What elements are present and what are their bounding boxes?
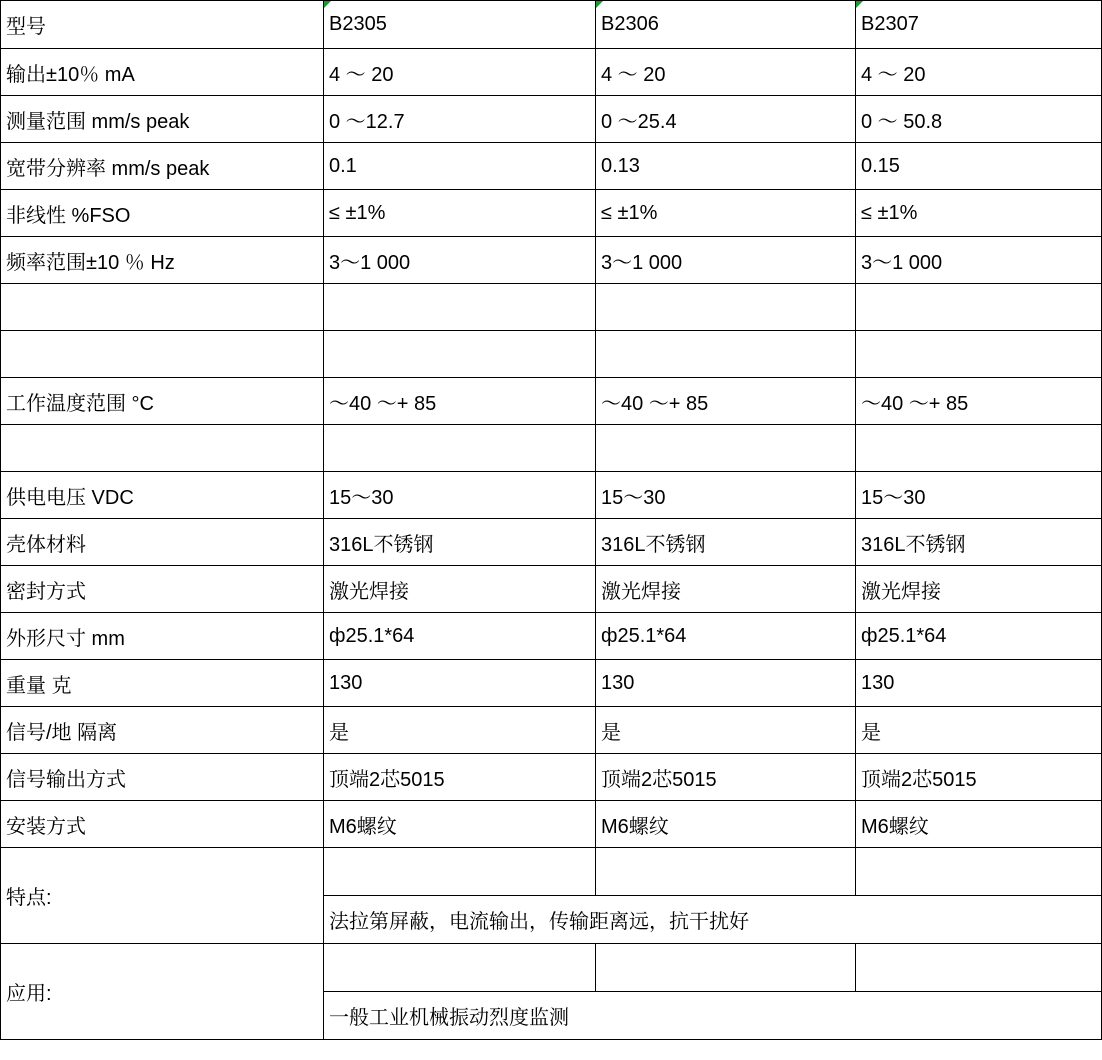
value-cell: 激光焊接	[324, 566, 596, 613]
value-cell: M6螺纹	[856, 801, 1102, 848]
features-row-top	[1, 848, 1102, 896]
value-cell: 15～30	[596, 472, 856, 519]
value-cell: 3～1 000	[596, 237, 856, 284]
row-label: 外形尺寸 mm	[1, 613, 324, 660]
row-label	[1, 425, 324, 472]
value-cell: ≤ ±1%	[596, 190, 856, 237]
value-cell	[324, 425, 596, 472]
table-row	[1, 284, 1102, 331]
table-row	[1, 472, 1102, 519]
value-cell: 130	[324, 660, 596, 707]
value-cell: M6螺纹	[596, 801, 856, 848]
value-cell	[596, 425, 856, 472]
corner-marker	[856, 1, 863, 8]
table-row	[1, 613, 1102, 660]
value-cell: 316L不锈钢	[856, 519, 1102, 566]
value-cell: 是	[324, 707, 596, 754]
row-label: 重量 克	[1, 660, 324, 707]
row-label: 频率范围±10 ％ Hz	[1, 237, 324, 284]
row-label: 工作温度范围 °C	[1, 378, 324, 425]
table-cell	[324, 848, 596, 896]
value-cell: 顶端2芯5015	[856, 754, 1102, 801]
model-cell-b2307	[856, 1, 1102, 49]
table-row	[1, 707, 1102, 754]
value-cell	[324, 284, 596, 331]
table-row	[1, 801, 1102, 848]
value-cell: ≤ ±1%	[856, 190, 1102, 237]
header-row	[1, 1, 1102, 49]
value-cell: 316L不锈钢	[324, 519, 596, 566]
value-cell: 0 ～25.4	[596, 96, 856, 143]
features-label: 特点:	[1, 848, 324, 944]
value-cell: ф25.1*64	[324, 613, 596, 660]
value-cell: 4 ～ 20	[324, 49, 596, 96]
value-cell: 激光焊接	[856, 566, 1102, 613]
model-name: B2307	[861, 13, 919, 35]
value-cell: 0.15	[856, 143, 1102, 190]
table-row	[1, 660, 1102, 707]
table-row	[1, 190, 1102, 237]
value-cell	[596, 331, 856, 378]
value-cell	[856, 331, 1102, 378]
table-cell	[596, 944, 856, 992]
row-label: 输出±10％ mA	[1, 49, 324, 96]
value-cell: ～40 ～+ 85	[856, 378, 1102, 425]
table-cell	[856, 944, 1102, 992]
row-label: 非线性 %FSO	[1, 190, 324, 237]
table-cell	[856, 848, 1102, 896]
value-cell: 是	[596, 707, 856, 754]
value-cell: 4 ～ 20	[596, 49, 856, 96]
value-cell: 4 ～ 20	[856, 49, 1102, 96]
table-row	[1, 331, 1102, 378]
table-row	[1, 143, 1102, 190]
value-cell: M6螺纹	[324, 801, 596, 848]
model-name: B2305	[329, 13, 387, 35]
value-cell	[596, 284, 856, 331]
application-row-top	[1, 944, 1102, 992]
value-cell: 激光焊接	[596, 566, 856, 613]
table-row	[1, 96, 1102, 143]
value-cell: ～40 ～+ 85	[324, 378, 596, 425]
value-cell: ≤ ±1%	[324, 190, 596, 237]
value-cell: 0 ～12.7	[324, 96, 596, 143]
corner-marker	[596, 1, 603, 8]
value-cell: ～40 ～+ 85	[596, 378, 856, 425]
value-cell: 15～30	[856, 472, 1102, 519]
model-name: B2306	[601, 13, 659, 35]
value-cell	[856, 284, 1102, 331]
row-label	[1, 331, 324, 378]
table-row	[1, 754, 1102, 801]
table-row	[1, 425, 1102, 472]
value-cell: ф25.1*64	[596, 613, 856, 660]
value-cell: 顶端2芯5015	[324, 754, 596, 801]
model-cell-b2305	[324, 1, 596, 49]
value-cell: 3～1 000	[856, 237, 1102, 284]
value-cell: 顶端2芯5015	[596, 754, 856, 801]
value-cell: 15～30	[324, 472, 596, 519]
value-cell: 130	[856, 660, 1102, 707]
table-row	[1, 237, 1102, 284]
row-label: 测量范围 mm/s peak	[1, 96, 324, 143]
model-cell-b2306	[596, 1, 856, 49]
value-cell	[856, 425, 1102, 472]
row-label: 信号/地 隔离	[1, 707, 324, 754]
row-label: 密封方式	[1, 566, 324, 613]
features-text: 法拉第屏蔽，电流输出，传输距离远，抗干扰好	[324, 896, 1102, 944]
value-cell: ф25.1*64	[856, 613, 1102, 660]
value-cell	[324, 331, 596, 378]
table-row	[1, 519, 1102, 566]
table-row	[1, 49, 1102, 96]
row-label: 宽带分辨率 mm/s peak	[1, 143, 324, 190]
value-cell: 316L不锈钢	[596, 519, 856, 566]
header-label: 型号	[1, 1, 324, 49]
table-cell	[596, 848, 856, 896]
value-cell: 0 ～ 50.8	[856, 96, 1102, 143]
value-cell: 3～1 000	[324, 237, 596, 284]
table-row	[1, 378, 1102, 425]
application-label: 应用:	[1, 944, 324, 1040]
row-label: 安装方式	[1, 801, 324, 848]
application-text: 一般工业机械振动烈度监测	[324, 992, 1102, 1040]
row-label: 供电电压 VDC	[1, 472, 324, 519]
row-label	[1, 284, 324, 331]
value-cell: 0.13	[596, 143, 856, 190]
value-cell: 是	[856, 707, 1102, 754]
table-cell	[324, 944, 596, 992]
row-label: 壳体材料	[1, 519, 324, 566]
value-cell: 0.1	[324, 143, 596, 190]
corner-marker	[324, 1, 331, 8]
value-cell: 130	[596, 660, 856, 707]
table-row	[1, 566, 1102, 613]
row-label: 信号输出方式	[1, 754, 324, 801]
